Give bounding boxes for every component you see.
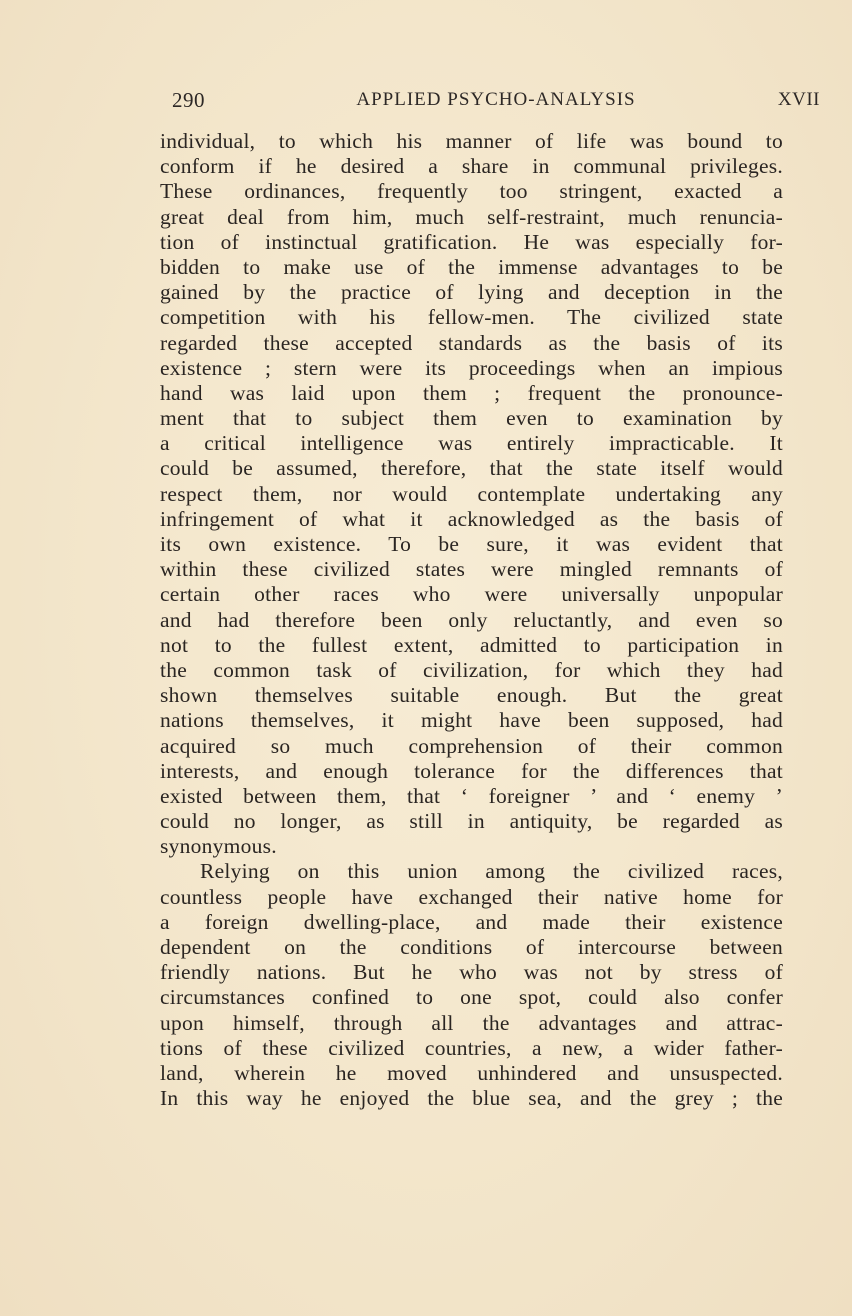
text-line: individual, to which his manner of life was bound to bbox=[160, 129, 783, 153]
text-line: respect them, nor would contemplate undertaking any bbox=[160, 481, 783, 506]
text-line: and had therefore been only reluctantly, and even so bbox=[160, 607, 783, 632]
text-line: existed between them, that ‘ foreigner ’ and ‘ enemy ’ bbox=[160, 783, 783, 808]
page-number: 290 bbox=[172, 88, 205, 112]
text-line: bidden to make use of the immense advantages to be bbox=[160, 254, 783, 279]
text-line: infringement of what it acknowledged as the basis of bbox=[160, 506, 783, 531]
text-line: its own existence. To be sure, it was evident that bbox=[160, 532, 783, 556]
text-line: dependent on the conditions of intercourse between bbox=[160, 935, 783, 959]
text-line: countless people have exchanged their native home for bbox=[160, 884, 783, 909]
text-line: a critical intelligence was entirely impracticable. It bbox=[160, 431, 783, 456]
text-line: upon himself, through all the advantages and attrac- bbox=[160, 1010, 783, 1035]
paragraph-last-line: synonymous. bbox=[160, 834, 277, 859]
paragraph-first-line: Relying on this union among the civilized races, bbox=[200, 859, 783, 884]
text-line: ment that to subject them even to examination by bbox=[160, 406, 783, 431]
text-line: not to the fullest extent, admitted to participation in bbox=[160, 632, 783, 657]
text-line: the common task of civilization, for which they had bbox=[160, 657, 783, 682]
text-line: tions of these civilized countries, a new, a wider father- bbox=[160, 1035, 783, 1060]
text-line: existence ; stern were its proceedings when an impious bbox=[160, 355, 783, 380]
text-line: friendly nations. But he who was not by stress of bbox=[160, 960, 783, 985]
chapter-number: XVII bbox=[777, 89, 820, 110]
text-line: regarded these accepted standards as the basis of its bbox=[160, 330, 783, 355]
text-line: great deal from him, much self-restraint, much renuncia- bbox=[160, 204, 783, 229]
text-line: shown themselves suitable enough. But the great bbox=[160, 683, 783, 708]
text-line: gained by the practice of lying and deception in the bbox=[160, 280, 783, 305]
text-line: circumstances confined to one spot, could also confer bbox=[160, 985, 783, 1010]
text-line: In this way he enjoyed the blue sea, and the grey ; the bbox=[160, 1086, 783, 1111]
text-line: a foreign dwelling-place, and made their existence bbox=[160, 909, 783, 934]
text-line: land, wherein he moved unhindered and unsuspected. bbox=[160, 1060, 783, 1085]
text-line: certain other races who were universally unpopular bbox=[160, 582, 783, 607]
text-line: acquired so much comprehension of their common bbox=[160, 733, 783, 758]
text-line: conform if he desired a share in communal privileges. bbox=[160, 154, 783, 179]
text-line: hand was laid upon them ; frequent the pronounce- bbox=[160, 380, 783, 405]
text-line: tion of instinctual gratification. He was especially for- bbox=[160, 229, 783, 254]
text-line: could be assumed, therefore, that the state itself would bbox=[160, 456, 783, 481]
text-line: could no longer, as still in antiquity, be regarded as bbox=[160, 809, 783, 834]
running-header bbox=[172, 88, 820, 116]
text-line: These ordinances, frequently too stringent, exacted a bbox=[160, 179, 783, 204]
text-line: within these civilized states were mingled remnants of bbox=[160, 557, 783, 582]
text-line: nations themselves, it might have been supposed, had bbox=[160, 708, 783, 733]
running-title: APPLIED PSYCHO-ANALYSIS bbox=[356, 89, 636, 110]
body-text bbox=[160, 129, 783, 1111]
text-line: competition with his fellow-men. The civilized state bbox=[160, 305, 783, 330]
text-line: interests, and enough tolerance for the differences that bbox=[160, 758, 783, 783]
